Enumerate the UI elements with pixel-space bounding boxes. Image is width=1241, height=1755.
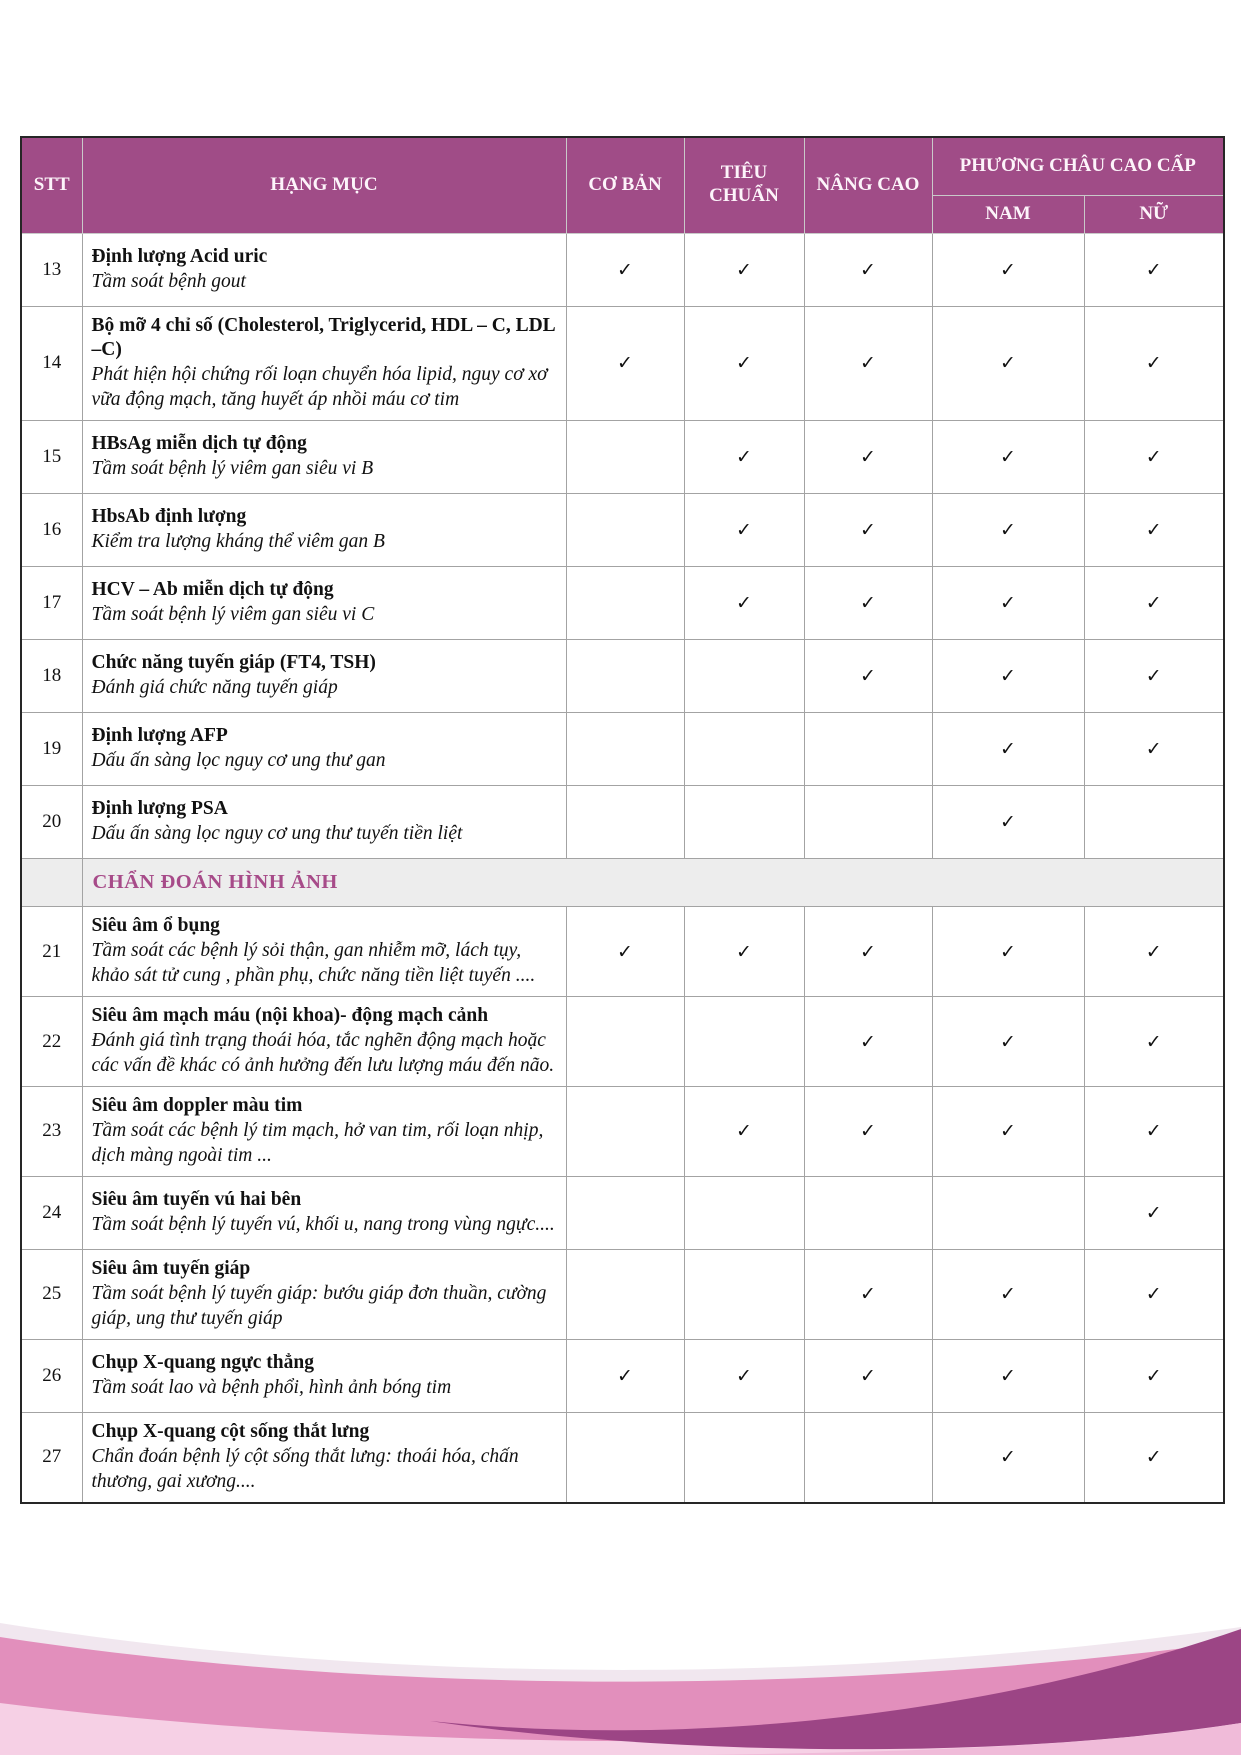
item-cell [82,713,566,786]
check-cell-co-ban [566,786,684,859]
item-cell [82,640,566,713]
checkmark-icon: ✓ [736,519,752,542]
checkmark-icon: ✓ [1000,940,1016,963]
column-header-nang-cao: NÂNG CAO [804,137,932,233]
item-title: Định lượng AFP [91,725,228,747]
column-header-stt: STT [21,137,82,233]
checkmark-icon: ✓ [1000,1283,1016,1306]
check-cell-co-ban [566,233,684,306]
row-number: 13 [21,233,82,306]
row-number: 22 [21,997,82,1087]
checkmark-icon: ✓ [736,258,752,281]
column-header-phuong-chau-cao-cap: PHƯƠNG CHÂU CAO CẤP [932,137,1224,195]
item-description: Tầm soát bệnh lý viêm gan siêu vi B [91,458,374,480]
check-cell-nang-cao [804,1339,932,1412]
check-cell-nu [1084,713,1224,786]
item-description: Tầm soát các bệnh lý sỏi thận, gan nhiễm mỡ, lách tụy, khảo sát tử cung , phần phụ, chức năng tiền liệt tuyến .... [91,940,536,987]
check-cell-tieu-chuan [684,233,804,306]
check-cell-nang-cao [804,1087,932,1177]
item-cell [82,1087,566,1177]
check-cell-co-ban [566,713,684,786]
check-cell-nang-cao [804,713,932,786]
check-cell-nu [1084,640,1224,713]
check-cell-co-ban [566,1087,684,1177]
row-number: 21 [21,907,82,997]
row-number: 20 [21,786,82,859]
check-cell-co-ban [566,640,684,713]
check-cell-nam [932,713,1084,786]
checkmark-icon: ✓ [860,519,876,542]
check-cell-nu [1084,1339,1224,1412]
check-cell-co-ban [566,997,684,1087]
check-cell-nu [1084,1412,1224,1502]
check-cell-tieu-chuan [684,1087,804,1177]
check-cell-co-ban [566,907,684,997]
check-cell-co-ban [566,1412,684,1502]
check-cell-tieu-chuan [684,494,804,567]
table-header [21,137,1224,233]
checkmark-icon: ✓ [1000,738,1016,761]
check-cell-co-ban [566,567,684,640]
item-description: Đánh giá tình trạng thoái hóa, tắc nghẽn động mạch hoặc các vấn đề khác có ảnh hưởng đến lưu lượng máu đến não. [91,1030,555,1077]
checkmark-icon: ✓ [860,352,876,375]
check-cell-tieu-chuan [684,421,804,494]
check-cell-nu [1084,1176,1224,1249]
checkmark-icon: ✓ [736,1120,752,1143]
item-title: Chụp X-quang ngực thẳng [91,1351,314,1373]
check-cell-nang-cao [804,567,932,640]
item-description: Tầm soát bệnh gout [91,270,246,292]
checkmark-icon: ✓ [1145,592,1162,615]
item-cell [82,306,566,421]
checkmark-icon: ✓ [860,1120,876,1143]
item-description: Tầm soát các bệnh lý tim mạch, hở van tim, rối loạn nhịp, dịch màng ngoài tim ... [91,1119,544,1166]
checkmark-icon: ✓ [860,1283,876,1306]
check-cell-nu [1084,1249,1224,1339]
check-cell-nu [1084,1087,1224,1177]
check-cell-co-ban [566,1249,684,1339]
item-title: Định lượng PSA [91,798,228,820]
item-cell [82,997,566,1087]
table-row [21,1087,1224,1177]
checkmark-icon: ✓ [860,665,876,688]
checkmark-icon: ✓ [736,940,752,963]
checkmark-icon: ✓ [617,1364,633,1387]
check-cell-nu [1084,494,1224,567]
table-row [21,1339,1224,1412]
item-title: HBsAg miễn dịch tự động [91,433,307,455]
row-number: 15 [21,421,82,494]
checkmark-icon: ✓ [1000,1120,1016,1143]
column-header-nam: NAM [932,195,1084,233]
checkmark-icon: ✓ [860,446,876,469]
table-row [21,907,1224,997]
item-title: Định lượng Acid uric [91,245,268,267]
checkmark-icon: ✓ [1000,811,1016,834]
checkmark-icon: ✓ [1000,1030,1016,1053]
item-title: Bộ mỡ 4 chỉ số (Cholesterol, Triglycerid, HDL – C, LDL –C) [91,314,555,361]
check-cell-nu [1084,997,1224,1087]
table-row [21,997,1224,1087]
row-number: 23 [21,1087,82,1177]
check-cell-nu [1084,306,1224,421]
check-cell-nam [932,1176,1084,1249]
check-cell-co-ban [566,1339,684,1412]
checkmark-icon: ✓ [1000,258,1016,281]
row-number: 24 [21,1176,82,1249]
check-cell-co-ban [566,1176,684,1249]
checkmark-icon: ✓ [1145,352,1162,375]
check-cell-tieu-chuan [684,640,804,713]
checkmark-icon: ✓ [1145,1201,1162,1224]
column-header-tieu-chuan: TIÊU CHUẨN [684,137,804,233]
checkmark-icon: ✓ [1000,1446,1016,1469]
check-cell-co-ban [566,494,684,567]
check-cell-nu [1084,233,1224,306]
checkmark-icon: ✓ [1145,1364,1162,1387]
check-cell-nang-cao [804,997,932,1087]
checkmark-icon: ✓ [617,940,633,963]
checkmark-icon: ✓ [736,1364,752,1387]
check-cell-tieu-chuan [684,907,804,997]
check-cell-nam [932,786,1084,859]
checkmark-icon: ✓ [860,940,876,963]
check-cell-nang-cao [804,786,932,859]
check-cell-co-ban [566,306,684,421]
section-row [21,859,1224,907]
check-cell-nang-cao [804,1412,932,1502]
item-title: Siêu âm tuyến giáp [91,1257,251,1279]
checkmark-icon: ✓ [1145,940,1162,963]
check-cell-tieu-chuan [684,786,804,859]
column-header-nu: NỮ [1084,195,1224,233]
check-cell-nam [932,494,1084,567]
item-description: Tầm soát lao và bệnh phổi, hình ảnh bóng tim [91,1376,452,1398]
check-cell-nang-cao [804,421,932,494]
service-table-body [21,233,1224,1503]
check-cell-nam [932,907,1084,997]
check-cell-nang-cao [804,907,932,997]
item-description: Phát hiện hội chứng rối loạn chuyển hóa lipid, nguy cơ xơ vữa động mạch, tăng huyết áp nhồi máu cơ tim [91,364,548,411]
checkmark-icon: ✓ [1145,519,1162,542]
item-cell [82,421,566,494]
row-number: 19 [21,713,82,786]
item-description: Kiểm tra lượng kháng thể viêm gan B [91,531,385,553]
checkmark-icon: ✓ [1145,1446,1162,1469]
check-cell-nam [932,1339,1084,1412]
check-cell-nang-cao [804,306,932,421]
checkmark-icon: ✓ [1145,1283,1162,1306]
item-description: Chẩn đoán bệnh lý cột sống thắt lưng: thoái hóa, chấn thương, gai xương.... [91,1445,519,1492]
item-cell [82,567,566,640]
item-description: Dấu ấn sàng lọc nguy cơ ung thư tuyến tiền liệt [91,823,463,845]
item-description: Đánh giá chức năng tuyến giáp [91,677,338,699]
checkmark-icon: ✓ [617,258,633,281]
checkmark-icon: ✓ [1145,738,1162,761]
checkmark-icon: ✓ [860,1364,876,1387]
check-cell-nam [932,640,1084,713]
item-cell [82,1176,566,1249]
check-cell-nang-cao [804,1249,932,1339]
check-cell-tieu-chuan [684,1176,804,1249]
checkmark-icon: ✓ [1000,592,1016,615]
item-title: Chụp X-quang cột sống thắt lưng [91,1420,370,1442]
row-number: 16 [21,494,82,567]
item-title: Siêu âm ổ bụng [91,915,220,937]
checkmark-icon: ✓ [736,352,752,375]
checkmark-icon: ✓ [1145,665,1162,688]
check-cell-nang-cao [804,640,932,713]
checkmark-icon: ✓ [1000,1364,1016,1387]
table-row [21,1412,1224,1502]
check-cell-nu [1084,421,1224,494]
item-cell [82,907,566,997]
check-cell-nam [932,1087,1084,1177]
section-header-label: CHẨN ĐOÁN HÌNH ẢNH [82,859,1224,907]
item-title: Chức năng tuyến giáp (FT4, TSH) [91,652,376,674]
table-row [21,1249,1224,1339]
check-cell-nang-cao [804,233,932,306]
item-cell [82,1339,566,1412]
checkmark-icon: ✓ [1145,1120,1162,1143]
check-cell-nang-cao [804,1176,932,1249]
item-cell [82,1249,566,1339]
table-row [21,233,1224,306]
checkmark-icon: ✓ [1000,352,1016,375]
check-cell-nu [1084,786,1224,859]
check-cell-nam [932,233,1084,306]
check-cell-nu [1084,567,1224,640]
checkmark-icon: ✓ [1145,258,1162,281]
table-row [21,494,1224,567]
check-cell-tieu-chuan [684,1249,804,1339]
checkmark-icon: ✓ [1000,519,1016,542]
check-cell-nam [932,421,1084,494]
check-cell-nang-cao [804,494,932,567]
item-cell [82,1412,566,1502]
table-row [21,713,1224,786]
row-number: 26 [21,1339,82,1412]
item-description: Tầm soát bệnh lý tuyến vú, khối u, nang trong vùng ngực.... [91,1213,555,1235]
column-header-co-ban: CƠ BẢN [566,137,684,233]
check-cell-nam [932,567,1084,640]
item-title: Siêu âm tuyến vú hai bên [91,1188,302,1210]
checkmark-icon: ✓ [1145,446,1162,469]
check-cell-co-ban [566,421,684,494]
checkmark-icon: ✓ [736,592,752,615]
check-cell-tieu-chuan [684,1339,804,1412]
row-number: 18 [21,640,82,713]
section-stt-cell [21,859,82,907]
check-cell-nam [932,306,1084,421]
check-cell-tieu-chuan [684,306,804,421]
check-cell-tieu-chuan [684,567,804,640]
row-number: 25 [21,1249,82,1339]
checkmark-icon: ✓ [1000,665,1016,688]
service-comparison-table [20,136,1225,1504]
row-number: 14 [21,306,82,421]
checkmark-icon: ✓ [1000,446,1016,469]
check-cell-tieu-chuan [684,713,804,786]
checkmark-icon: ✓ [736,446,752,469]
item-description: Dấu ấn sàng lọc nguy cơ ung thư gan [91,750,386,772]
check-cell-nam [932,1249,1084,1339]
check-cell-nam [932,1412,1084,1502]
check-cell-nu [1084,907,1224,997]
decorative-wave-footer [0,1555,1241,1755]
table-row [21,640,1224,713]
item-cell [82,494,566,567]
check-cell-tieu-chuan [684,997,804,1087]
item-cell [82,233,566,306]
table-row [21,421,1224,494]
checkmark-icon: ✓ [860,258,876,281]
checkmark-icon: ✓ [1145,1030,1162,1053]
column-header-hang-muc: HẠNG MỤC [82,137,566,233]
item-title: HbsAb định lượng [91,506,247,528]
checkmark-icon: ✓ [860,592,876,615]
item-description: Tầm soát bệnh lý tuyến giáp: bướu giáp đơn thuần, cường giáp, ung thư tuyến giáp [91,1282,547,1329]
item-description: Tầm soát bệnh lý viêm gan siêu vi C [91,604,375,626]
item-cell [82,786,566,859]
checkmark-icon: ✓ [617,352,633,375]
row-number: 27 [21,1412,82,1502]
check-cell-tieu-chuan [684,1412,804,1502]
table-row [21,567,1224,640]
table-row [21,786,1224,859]
checkmark-icon: ✓ [860,1030,876,1053]
check-cell-nam [932,997,1084,1087]
item-title: Siêu âm doppler màu tim [91,1095,303,1117]
item-title: HCV – Ab miễn dịch tự động [91,579,334,601]
row-number: 17 [21,567,82,640]
table-row [21,1176,1224,1249]
item-title: Siêu âm mạch máu (nội khoa)- động mạch cảnh [91,1005,489,1027]
table-row [21,306,1224,421]
